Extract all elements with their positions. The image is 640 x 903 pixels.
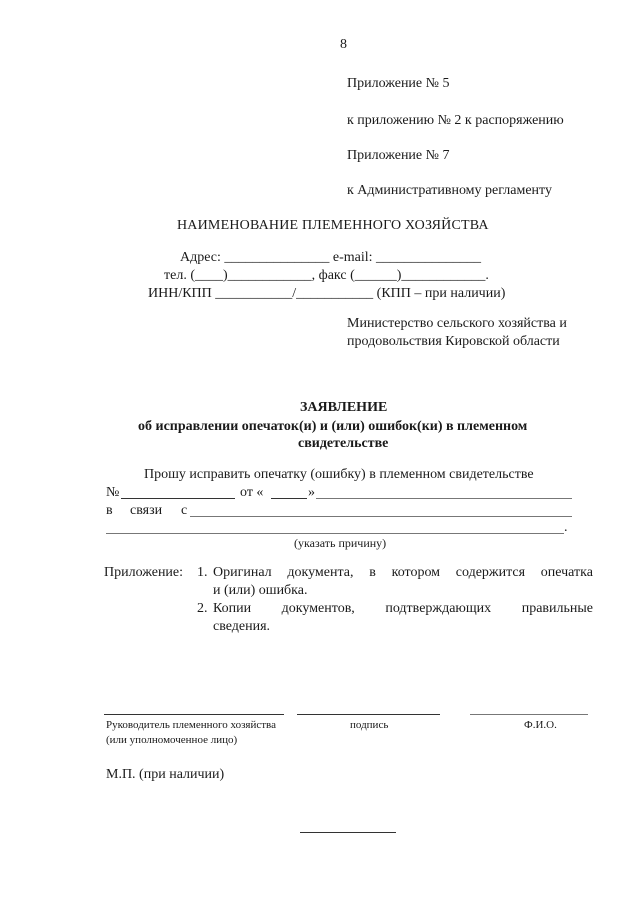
reason-blank-1: [190, 516, 572, 517]
certificate-date-day-blank: [271, 498, 307, 499]
attachment-1-word: опечатка: [540, 565, 593, 580]
recipient-line-1: Министерство сельского хозяйства и: [347, 316, 567, 331]
certificate-date-label: от «: [240, 485, 264, 500]
signature-role-sub-label: (или уполномоченное лицо): [106, 734, 238, 746]
certificate-number-label: №: [106, 485, 120, 500]
signature-sign-line: [297, 714, 440, 715]
reason-hint: (указать причину): [294, 536, 387, 550]
header-admin-regulation: к Административному регламенту: [347, 183, 552, 198]
header-appendix-5: Приложение № 5: [347, 76, 450, 91]
attachment-1-word: котором: [391, 565, 441, 580]
reason-word-v: в: [106, 503, 113, 518]
contacts-phone-fax: тел. (____)____________, факс (______)____________.: [164, 268, 489, 283]
signature-fio-label: Ф.И.О.: [524, 719, 557, 731]
request-line-1: Прошу исправить опечатку (ошибку) в племенном свидетельстве: [144, 467, 534, 482]
certificate-date-close: »: [308, 485, 315, 500]
attachment-2-word: Копии: [213, 601, 252, 616]
signature-sign-label: подпись: [350, 719, 389, 731]
closing-separator: [300, 832, 396, 833]
document-subtitle-line-2: свидетельстве: [298, 436, 389, 451]
stamp-label: М.П. (при наличии): [106, 767, 225, 782]
attachment-2-number: 2.: [197, 601, 208, 616]
attachment-1-word: в: [369, 565, 376, 580]
signature-fio-line: [470, 714, 588, 715]
attachment-1-line-2: и (или) ошибка.: [213, 583, 308, 598]
signature-role-line: [104, 714, 284, 715]
attachment-1-number: 1.: [197, 565, 208, 580]
reason-word-svyazi: связи: [130, 503, 163, 518]
attachment-2-line-2: сведения.: [213, 619, 271, 634]
page-number: 8: [340, 37, 347, 52]
signature-role-label: Руководитель племенного хозяйства: [106, 719, 276, 731]
reason-blank-end: .: [564, 520, 568, 535]
attachments-label: Приложение:: [104, 565, 184, 580]
reason-blank-2: [106, 533, 564, 534]
contacts-address-email: Адрес: _______________ e-mail: _______________: [180, 250, 482, 265]
recipient-line-2: продовольствия Кировской области: [347, 334, 560, 349]
reason-word-s: с: [181, 503, 188, 518]
org-name: НАИМЕНОВАНИЕ ПЛЕМЕННОГО ХОЗЯЙСТВА: [177, 218, 489, 233]
attachment-1-word: документа,: [287, 565, 354, 580]
attachment-2-word: документов,: [281, 601, 355, 616]
contacts-inn-kpp: ИНН/КПП ___________/___________ (КПП – при наличии): [148, 286, 506, 301]
header-appendix-7: Приложение № 7: [347, 148, 450, 163]
attachment-2-line-1: [213, 600, 593, 618]
certificate-date-rest-blank: [316, 498, 572, 499]
header-to-appendix-2: к приложению № 2 к распоряжению: [347, 113, 564, 128]
attachment-2-word: подтверждающих: [385, 601, 492, 616]
certificate-number-blank: [121, 498, 235, 499]
attachment-1-word: Оригинал: [213, 565, 272, 580]
attachment-1-word: содержится: [455, 565, 526, 580]
attachment-2-word: правильные: [521, 601, 593, 616]
attachment-1-line-1: [213, 564, 593, 582]
document-subtitle-line-1: об исправлении опечаток(и) и (или) ошибок(ки) в племенном: [138, 419, 528, 434]
document-title: ЗАЯВЛЕНИЕ: [300, 400, 388, 415]
